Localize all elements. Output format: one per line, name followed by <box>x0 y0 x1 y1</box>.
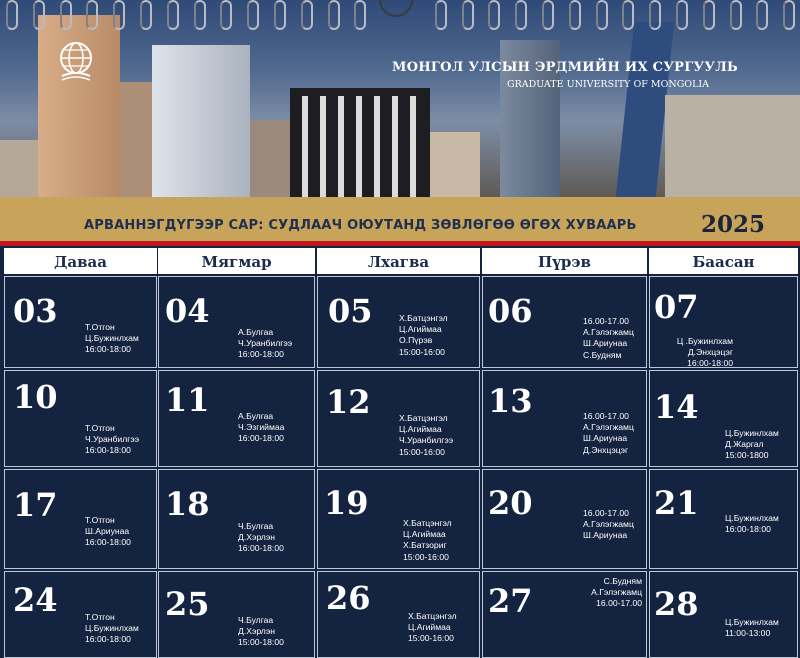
day-number: 17 <box>13 486 58 524</box>
weekday-label: Баасан <box>692 253 755 271</box>
binding-ring-icon <box>676 0 688 30</box>
binding-ring-icon <box>6 0 18 30</box>
schedule-line: Д.Хэрлэн <box>238 626 275 637</box>
schedule-line: А.Гэлэгжамц <box>583 422 634 433</box>
schedule-line: 16.00-17.00 <box>596 598 642 609</box>
day-number: 07 <box>654 288 699 326</box>
day-number: 24 <box>13 581 58 619</box>
day-number: 10 <box>13 378 58 416</box>
day-number: 05 <box>328 292 373 330</box>
schedule-line: 15:00-16:00 <box>399 446 445 457</box>
university-name-en: GRADUATE UNIVERSITY OF MONGOLIA <box>507 79 710 90</box>
year-label: 2025 <box>701 211 766 238</box>
schedule-line: Ц .Бужинлхам <box>676 336 733 346</box>
binding-ring-icon <box>194 0 206 30</box>
schedule-line: Ц.Агиймаа <box>399 324 442 335</box>
calendar-day-cell[interactable] <box>4 370 157 467</box>
schedule-line: Д.Энхцэцэг <box>687 347 733 358</box>
schedule-line: 15:00-16:00 <box>408 633 454 644</box>
schedule-line: 15:00-1800 <box>725 450 769 461</box>
binding-ring-icon <box>435 0 447 30</box>
day-number: 14 <box>654 388 699 426</box>
calendar-day-cell[interactable] <box>158 276 315 368</box>
schedule-line: О.Пүрэв <box>399 335 433 346</box>
schedule-note <box>677 336 733 368</box>
schedule-note <box>238 327 292 361</box>
schedule-line: С.Будням <box>603 576 642 586</box>
weekday-label: Даваа <box>54 253 107 271</box>
schedule-line: 16:00-18:00 <box>85 634 131 645</box>
schedule-line: Д.Энхцэцэг <box>583 444 629 455</box>
day-number: 27 <box>488 582 533 620</box>
calendar-day-cell[interactable] <box>482 571 647 658</box>
schedule-line: Ч.Эзгиймаа <box>238 422 285 433</box>
binding-ring-icon <box>33 0 45 30</box>
schedule-line: 16:00-18:00 <box>85 537 131 548</box>
calendar-day-cell[interactable] <box>4 276 157 368</box>
schedule-line: Х.Батцэнгэл <box>399 413 448 423</box>
binding-ring-icon <box>515 0 527 30</box>
schedule-note <box>725 513 779 535</box>
schedule-line: Ц.Бужинлхам <box>725 617 779 627</box>
schedule-line: Ш.Ариунаа <box>583 530 628 541</box>
binding-ring-icon <box>649 0 661 30</box>
day-number: 26 <box>326 579 371 617</box>
weekday-header <box>317 248 480 274</box>
calendar-day-cell[interactable] <box>317 370 480 467</box>
calendar-day-cell[interactable] <box>649 276 798 368</box>
schedule-line: Т.Отгон <box>85 423 115 433</box>
day-number: 06 <box>488 292 533 330</box>
schedule-line: Т.Отгон <box>85 322 115 332</box>
calendar-day-cell[interactable] <box>649 370 798 467</box>
schedule-note <box>238 521 284 555</box>
binding-ring-icon <box>730 0 742 30</box>
day-number: 18 <box>165 485 210 523</box>
day-number: 25 <box>165 585 210 623</box>
schedule-note <box>85 423 139 457</box>
schedule-note <box>583 316 634 361</box>
binding-ring-icon <box>569 0 581 30</box>
schedule-line: Ц.Агиймаа <box>403 529 446 540</box>
weekday-label: Мягмар <box>201 253 272 271</box>
binding-ring-icon <box>542 0 554 30</box>
weekday-label: Лхагва <box>367 253 430 271</box>
schedule-note <box>399 413 453 458</box>
schedule-note <box>403 518 452 563</box>
calendar-day-cell[interactable] <box>317 469 480 569</box>
day-number: 03 <box>13 292 58 330</box>
schedule-line: Ш.Ариунаа <box>583 433 628 444</box>
calendar-day-cell[interactable] <box>482 370 647 467</box>
schedule-note <box>583 508 634 542</box>
schedule-line: Ц.Бужинлхам <box>725 428 779 438</box>
binding-ring-icon <box>596 0 608 30</box>
binding-ring-icon <box>301 0 313 30</box>
schedule-line: Х.Батцэнгэл <box>408 611 457 621</box>
calendar-day-cell[interactable] <box>649 469 798 569</box>
schedule-note <box>238 615 284 649</box>
day-number: 28 <box>654 585 699 623</box>
binding-ring-icon <box>783 0 795 30</box>
schedule-line: Ц.Агиймаа <box>408 622 451 633</box>
binding-ring-icon <box>462 0 474 30</box>
calendar-day-cell[interactable] <box>649 571 798 658</box>
day-number: 13 <box>488 382 533 420</box>
schedule-note <box>725 428 779 462</box>
binding-ring-icon <box>274 0 286 30</box>
schedule-line: Ч.Уранбилгээ <box>238 338 293 349</box>
schedule-line: 16.00-17.00 <box>583 411 629 421</box>
schedule-line: 16:00-18:00 <box>85 344 131 355</box>
schedule-line: Т.Отгон <box>85 515 115 525</box>
day-number: 21 <box>654 484 699 522</box>
schedule-line: 15:00-16:00 <box>403 551 449 562</box>
schedule-line: 16.00-17.00 <box>583 508 629 518</box>
schedule-line: А.Гэлэгжамц <box>583 327 634 338</box>
schedule-note <box>85 612 139 646</box>
calendar-day-cell[interactable] <box>4 469 157 569</box>
binding-ring-icon <box>113 0 125 30</box>
schedule-line: 15:00-16:00 <box>399 346 445 357</box>
schedule-line: 16:00-18:00 <box>238 349 284 360</box>
schedule-line: Ш.Ариунаа <box>583 338 628 349</box>
schedule-line: 16:00-18:00 <box>725 524 771 535</box>
binding-ring-icon <box>220 0 232 30</box>
schedule-note <box>399 313 448 358</box>
weekday-header <box>649 248 798 274</box>
calendar-day-cell[interactable] <box>482 469 647 569</box>
binding-ring-icon <box>167 0 179 30</box>
binding-ring-icon <box>247 0 259 30</box>
calendar-day-cell[interactable] <box>158 469 315 569</box>
schedule-line: Д.Хэрлэн <box>238 532 275 543</box>
schedule-line: Ч.Булгаа <box>238 521 274 531</box>
weekday-header <box>4 248 157 274</box>
schedule-line: Д.Жаргал <box>725 439 764 450</box>
calendar-day-cell[interactable] <box>317 276 480 368</box>
schedule-note <box>725 617 779 639</box>
calendar-day-cell[interactable] <box>158 370 315 467</box>
binding-ring-icon <box>488 0 500 30</box>
schedule-line: Х.Батцэнгэл <box>403 518 452 528</box>
schedule-line: Ш.Ариунаа <box>85 526 130 537</box>
schedule-note <box>85 322 139 356</box>
schedule-note <box>408 611 457 645</box>
schedule-line: А.Булгаа <box>238 327 274 337</box>
schedule-note <box>238 411 284 445</box>
binding-ring-icon <box>140 0 152 30</box>
day-number: 19 <box>324 484 369 522</box>
schedule-note <box>583 411 634 456</box>
schedule-line: А.Гэлэгжамц <box>583 519 634 530</box>
schedule-line: Ц.Агиймаа <box>399 424 442 435</box>
schedule-line: Ц.Бужинлхам <box>85 333 139 344</box>
schedule-line: 11:00-13:00 <box>725 628 771 639</box>
schedule-line: Т.Отгон <box>85 612 115 622</box>
weekday-header <box>158 248 315 274</box>
university-name-mn: МОНГОЛ УЛСЫН ЭРДМИЙН ИХ СУРГУУЛЬ <box>392 60 739 75</box>
schedule-line: 16:00-18:00 <box>238 543 284 554</box>
binding-ring-icon <box>622 0 634 30</box>
schedule-line: А.Булгаа <box>238 411 274 421</box>
schedule-line: Ч.Уранбилгээ <box>399 435 454 446</box>
weekday-label: Пүрэв <box>538 253 591 271</box>
schedule-note <box>591 576 642 610</box>
binding-ring-icon <box>60 0 72 30</box>
schedule-line: А.Гэлэгжамц <box>591 587 642 598</box>
day-number: 12 <box>326 383 371 421</box>
binding-ring-icon <box>756 0 768 30</box>
day-number: 04 <box>165 292 210 330</box>
binding-ring-icon <box>703 0 715 30</box>
schedule-line: Ц.Бужинлхам <box>725 513 779 523</box>
schedule-line: С.Будням <box>583 349 622 360</box>
schedule-line: 16:00-18:00 <box>238 433 284 444</box>
university-globe-logo-icon <box>52 38 100 88</box>
day-number: 20 <box>488 484 533 522</box>
schedule-line: Х.Батцэнгэл <box>399 313 448 323</box>
calendar-day-cell[interactable] <box>4 571 157 658</box>
binding-ring-icon <box>354 0 366 30</box>
binding-ring-icon <box>328 0 340 30</box>
calendar-day-cell[interactable] <box>482 276 647 368</box>
schedule-line: Ч.Булгаа <box>238 615 274 625</box>
schedule-note <box>85 515 131 549</box>
schedule-line: 15:00-18:00 <box>238 637 284 648</box>
calendar-day-cell[interactable] <box>158 571 315 658</box>
day-number: 11 <box>165 381 210 419</box>
page-title: АРВАННЭГДҮГЭЭР САР: СУДЛААЧ ОЮУТАНД ЗӨВЛӨГӨӨ ӨГӨХ ХУВААРЬ <box>84 218 637 233</box>
schedule-line: 16:00-18:00 <box>687 358 733 368</box>
binding-ring-icon <box>86 0 98 30</box>
schedule-line: Ч.Уранбилгээ <box>85 434 140 445</box>
calendar-day-cell[interactable] <box>317 571 480 658</box>
schedule-line: 16.00-17.00 <box>583 316 629 326</box>
schedule-line: Х.Батзориг <box>403 540 447 551</box>
schedule-line: Ц.Бужинлхам <box>85 623 139 634</box>
weekday-header <box>482 248 647 274</box>
schedule-line: 16:00-18:00 <box>85 445 131 456</box>
